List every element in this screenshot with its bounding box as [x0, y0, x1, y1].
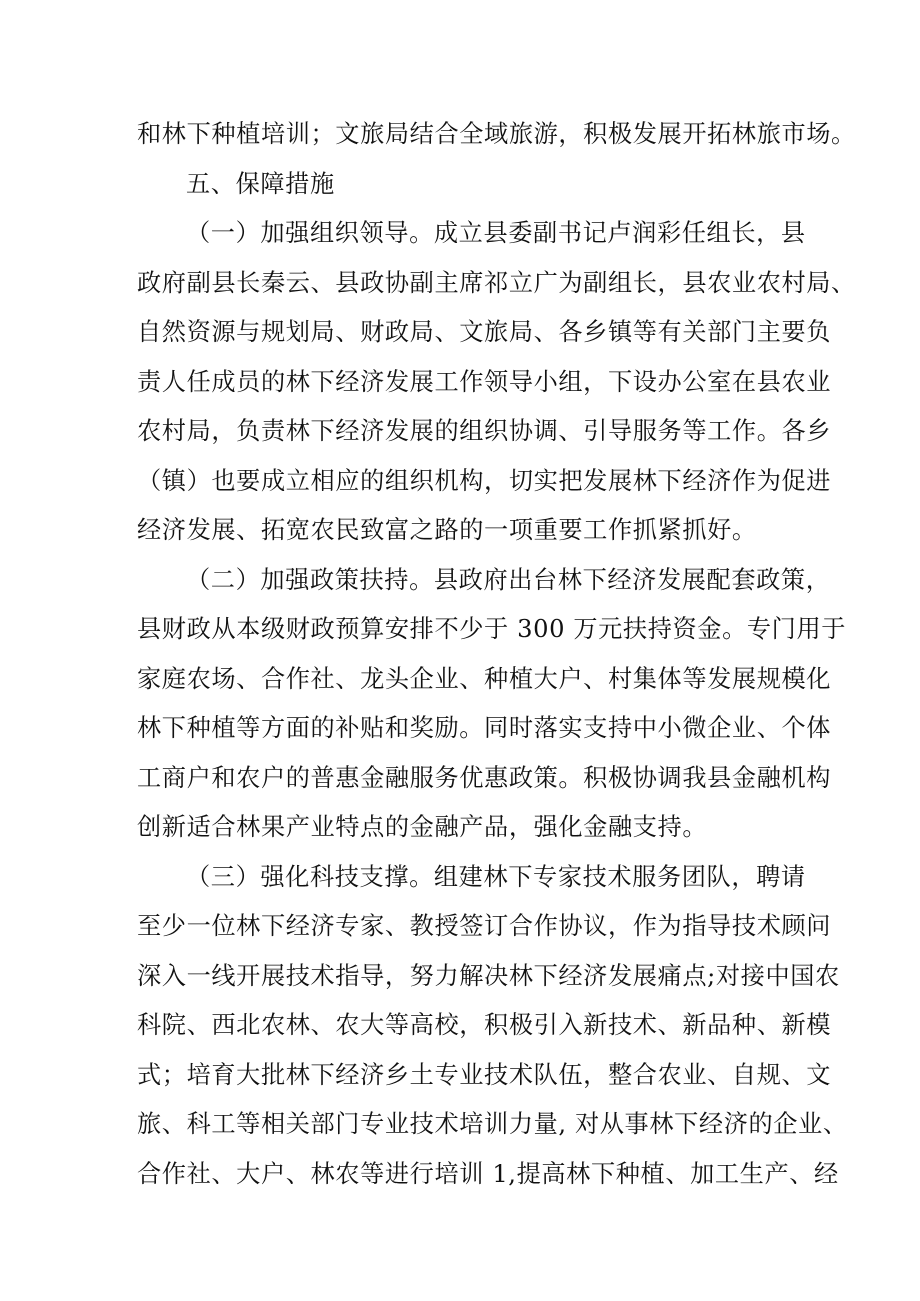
paragraph-1-line: 农村局，负责林下经济发展的组织协调、引导服务等工作。各乡 — [137, 417, 832, 445]
paragraph-1-line: 政府副县长秦云、县政协副主席祁立广为副组长，县农业农村局、 — [137, 269, 856, 297]
paragraph-1-line: 自然资源与规划局、财政局、文旅局、各乡镇等有关部门主要负 — [137, 318, 832, 346]
paragraph-2-line: 县财政从本级财政预算安排不少于 300 万元扶持资金。专门用于 — [137, 615, 847, 643]
paragraph-1-line: 经济发展、拓宽农民致富之路的一项重要工作抓紧抓好。 — [137, 516, 757, 544]
paragraph-2-line: 家庭农场、合作社、龙头企业、种植大户、村集体等发展规模化 — [137, 665, 832, 693]
paragraph-2-line: 工商户和农户的普惠金融服务优惠政策。积极协调我县金融机构 — [137, 764, 832, 792]
paragraph-3-line: 至少一位林下经济专家、教授签订合作协议，作为指导技术顾问 — [137, 912, 832, 940]
paragraph-1-line: （镇）也要成立相应的组织机构，切实把发展林下经济作为促进 — [137, 467, 832, 495]
text-line: 和林下种植培训；文旅局结合全域旅游，积极发展开拓林旅市场。 — [137, 120, 856, 148]
paragraph-3-line: 式；培育大批林下经济乡土专业技术队伍，整合农业、自规、文 — [137, 1061, 832, 1089]
paragraph-3-line: 旅、科工等相关部门专业技术培训力量, 对从事林下经济的企业、 — [137, 1110, 848, 1138]
paragraph-2-line: 林下种植等方面的补贴和奖励。同时落实支持中小微企业、个体 — [137, 714, 832, 742]
section-heading: 五、保障措施 — [186, 170, 335, 198]
paragraph-2-line: 创新适合林果产业特点的金融产品，强化金融支持。 — [137, 813, 708, 841]
paragraph-3-line: （三）强化科技支撑。组建林下专家技术服务团队，聘请 — [186, 863, 806, 891]
paragraph-1-line: 责人任成员的林下经济发展工作领导小组，下设办公室在县农业 — [137, 368, 832, 396]
paragraph-3-line: 深入一线开展技术指导，努力解决林下经济发展痛点;对接中国农 — [137, 962, 840, 990]
paragraph-2-line: （二）加强政策扶持。县政府出台林下经济发展配套政策， — [186, 566, 831, 594]
paragraph-3-line: 科院、西北农林、农大等高校，积极引入新技术、新品种、新模 — [137, 1011, 832, 1039]
paragraph-1-line: （一）加强组织领导。成立县委副书记卢润彩任组长，县 — [186, 219, 806, 247]
paragraph-3-line: 合作社、大户、林农等进行培训 1,提高林下种植、加工生产、经 — [137, 1160, 839, 1188]
